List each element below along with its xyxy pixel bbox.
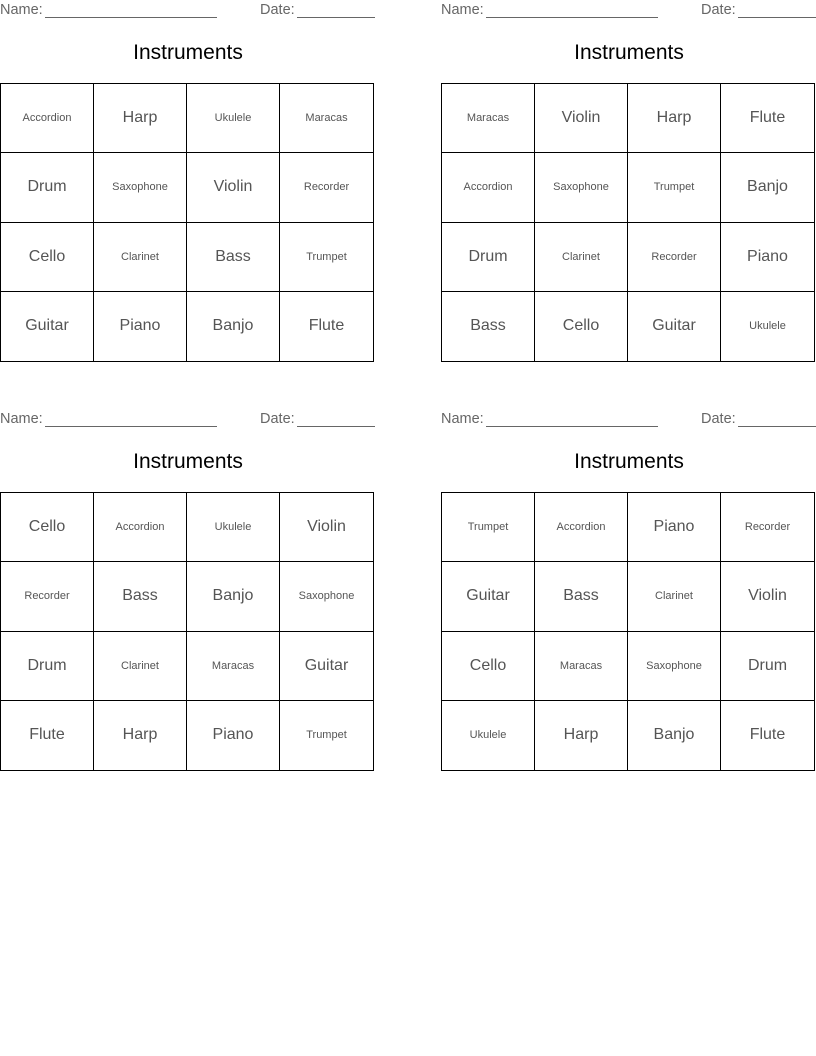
bingo-cell: Flute [749, 726, 786, 744]
bingo-cell: Harp [628, 84, 721, 153]
bingo-cell: Harp [94, 701, 187, 770]
bingo-cell: Trumpet [306, 729, 347, 742]
bingo-cell: Banjo [187, 292, 280, 361]
bingo-cell: Piano [187, 701, 280, 770]
date-blank-line [297, 426, 375, 427]
bingo-cell: Bass [535, 562, 628, 631]
bingo-cell: Harp [535, 701, 628, 770]
bingo-cell: Clarinet [628, 562, 721, 631]
bingo-cell: Accordion [1, 84, 94, 153]
date-blank-line [297, 17, 375, 18]
date-blank-line [738, 426, 816, 427]
bingo-cell: Piano [721, 223, 814, 292]
bingo-cell: Bass [94, 562, 187, 631]
bingo-cell: Cello [1, 223, 94, 292]
bingo-cell: Flute [721, 84, 814, 153]
bingo-cell: Trumpet [442, 493, 535, 562]
date-label: Date: [701, 2, 736, 18]
bingo-cell: Harp [94, 84, 187, 153]
name-label: Name: [441, 411, 484, 427]
bingo-cell: Recorder [280, 153, 373, 222]
bingo-cell: Ukulele [442, 701, 535, 770]
bingo-grid [0, 83, 374, 362]
bingo-cell: Maracas [187, 632, 280, 701]
bingo-cell: Clarinet [535, 223, 628, 292]
name-label: Name: [0, 411, 43, 427]
bingo-card [441, 409, 816, 789]
name-date-header [0, 2, 376, 20]
bingo-cell: Violin [187, 153, 280, 222]
bingo-cell: Maracas [442, 84, 535, 153]
bingo-grid [441, 83, 815, 362]
name-blank-line [486, 426, 658, 427]
bingo-cell: Flute [308, 317, 345, 335]
card-title: Instruments [133, 41, 243, 64]
bingo-cell: Trumpet [280, 223, 373, 292]
bingo-cell: Ukulele [187, 84, 280, 153]
name-date-header [441, 2, 816, 20]
bingo-cell: Recorder [628, 223, 721, 292]
bingo-cell: Violin [280, 493, 373, 562]
bingo-cell: Saxophone [535, 153, 628, 222]
bingo-cell: Accordion [442, 153, 535, 222]
bingo-cell: Guitar [280, 632, 373, 701]
bingo-cell: Banjo [721, 153, 814, 222]
name-label: Name: [0, 2, 43, 18]
bingo-cell: Ukulele [187, 493, 280, 562]
bingo-cell: Maracas [280, 84, 373, 153]
bingo-grid [441, 492, 815, 771]
bingo-cell: Guitar [1, 292, 94, 361]
bingo-cell: Trumpet [628, 153, 721, 222]
name-date-header [0, 411, 376, 429]
bingo-cell: Guitar [628, 292, 721, 361]
bingo-cell: Saxophone [94, 153, 187, 222]
card-title: Instruments [574, 450, 684, 473]
bingo-cell: Banjo [628, 701, 721, 770]
date-label: Date: [701, 411, 736, 427]
date-label: Date: [260, 411, 295, 427]
bingo-cell: Piano [94, 292, 187, 361]
card-title: Instruments [133, 450, 243, 473]
bingo-cell: Maracas [535, 632, 628, 701]
bingo-cell: Drum [442, 223, 535, 292]
bingo-cell: Recorder [721, 493, 814, 562]
bingo-grid [0, 492, 374, 771]
bingo-cell: Guitar [442, 562, 535, 631]
bingo-cell: Drum [1, 153, 94, 222]
bingo-cell: Accordion [535, 493, 628, 562]
bingo-cell: Ukulele [749, 320, 786, 333]
bingo-cell: Clarinet [94, 632, 187, 701]
name-blank-line [45, 426, 217, 427]
name-date-header [441, 411, 816, 429]
bingo-cell: Violin [535, 84, 628, 153]
bingo-card [0, 0, 376, 380]
date-label: Date: [260, 2, 295, 18]
bingo-cell: Accordion [94, 493, 187, 562]
bingo-cell: Bass [442, 292, 535, 361]
name-label: Name: [441, 2, 484, 18]
name-blank-line [45, 17, 217, 18]
bingo-cell: Drum [1, 632, 94, 701]
bingo-cell: Banjo [187, 562, 280, 631]
bingo-card [0, 409, 376, 789]
bingo-cell: Saxophone [280, 562, 373, 631]
bingo-cell: Flute [1, 701, 94, 770]
bingo-cell: Saxophone [628, 632, 721, 701]
bingo-cell: Cello [535, 292, 628, 361]
name-blank-line [486, 17, 658, 18]
date-blank-line [738, 17, 816, 18]
bingo-cell: Piano [628, 493, 721, 562]
bingo-cell: Violin [721, 562, 814, 631]
bingo-card [441, 0, 816, 380]
bingo-cell: Cello [442, 632, 535, 701]
bingo-cell: Drum [721, 632, 814, 701]
bingo-cell: Bass [187, 223, 280, 292]
bingo-cell: Clarinet [94, 223, 187, 292]
bingo-cell: Recorder [1, 562, 94, 631]
card-title: Instruments [574, 41, 684, 64]
bingo-cell: Cello [1, 493, 94, 562]
